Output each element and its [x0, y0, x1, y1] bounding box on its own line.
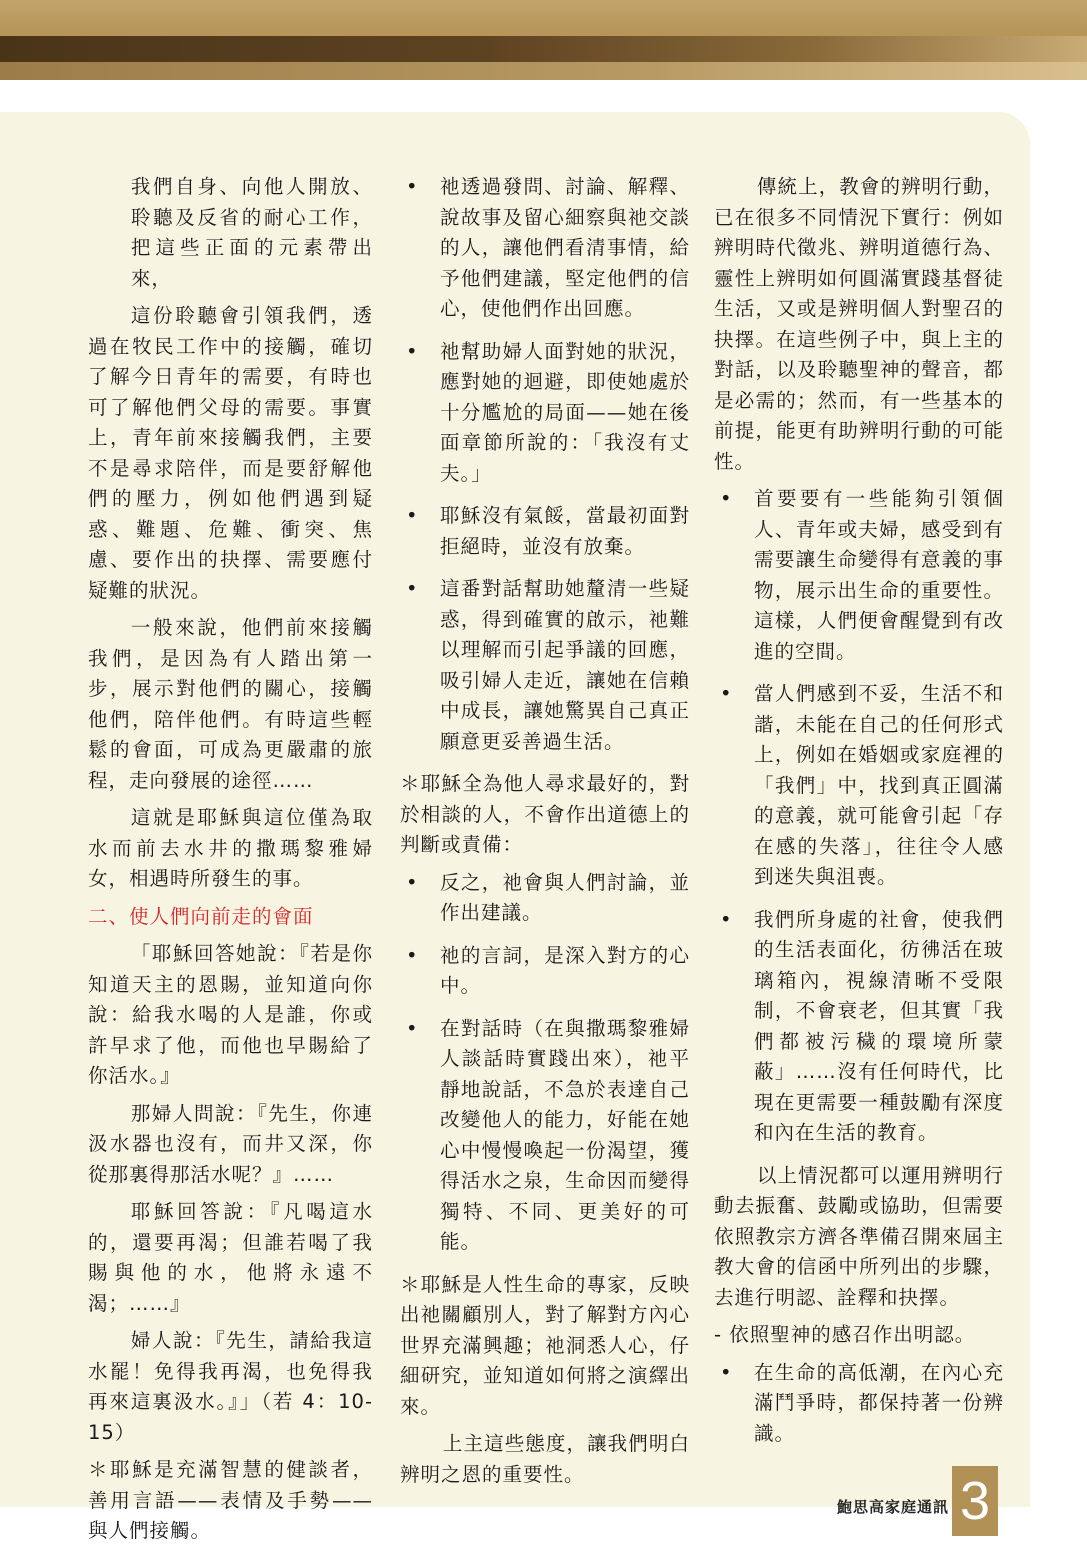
list-item: • 反之，祂會與人們討論，並作出建議。	[400, 868, 690, 929]
header-band	[0, 0, 1087, 80]
bullet-list	[714, 1358, 1004, 1450]
list-item: • 這番對話幫助她釐清一些疑惑，得到確實的啟示，祂難以理解而引起爭議的回應，吸引婦人走近，讓她在信賴中成長，讓她驚異自己真正願意更妥善過生活。	[400, 574, 690, 757]
column-3	[714, 172, 1004, 1461]
bullet-list	[714, 484, 1004, 1149]
column-1	[88, 172, 373, 1554]
paragraph: - 依照聖神的感召作出明認。	[714, 1323, 976, 1346]
paragraph: 上主這些態度，讓我們明白辨明之恩的重要性。	[400, 1432, 690, 1486]
paragraph: 我們自身、向他人開放、聆聽及反省的耐心工作，把這些正面的元素帶出來，	[130, 175, 373, 290]
header-band-lower-stripe	[0, 62, 1087, 80]
list-item: • 祂幫助婦人面對她的狀況，應對她的迴避，即使她處於十分尷尬的局面——她在後面章節所說的：「我沒有丈夫。」	[400, 337, 690, 490]
list-item: • 在生命的高低潮，在內心充滿鬥爭時，都保持著一份辨識。	[714, 1358, 1004, 1450]
publication-title: 鮑思高家庭通訊	[836, 1498, 949, 1516]
paragraph: 「耶穌回答她說：『若是你知道天主的恩賜，並知道向你說：給我水喝的人是誰，你或許早求了他，而他也早賜給了你活水。』	[88, 942, 373, 1087]
paragraph: 這份聆聽會引領我們，透過在牧民工作中的接觸，確切了解今日青年的需要，有時也可了解他們父母的需要。事實上，青年前來接觸我們，主要不是尋求陪伴，而是要舒解他們的壓力，例如他們遇到疑惑、難題、危難、衝突、焦慮、要作出的抉擇、需要應付疑難的狀況。	[88, 304, 373, 602]
paragraph: 傳統上，教會的辨明行動，已在很多不同情況下實行：例如辨明時代徵兆、辨明道德行為、靈性上辨明如何圓滿實踐基督徒生活，又或是辨明個人對聖召的抉擇。在這些例子中，與上主的對話，以及聆聽聖神的聲音，都是必需的；然而，有一些基本的前提，能更有助辨明行動的可能性。	[714, 175, 1004, 473]
list-item: • 祂透過發問、討論、解釋、說故事及留心細察與祂交談的人，讓他們看清事情，給予他們建議，堅定他們的信心，使他們作出回應。	[400, 172, 690, 325]
list-item: • 當人們感到不妥，生活不和諧，未能在自己的任何形式上，例如在婚姻或家庭裡的「我們」中，找到真正圓滿的意義，就可能會引起「存在感的失落」，往往令人感到迷失與沮喪。	[714, 679, 1004, 893]
header-band-dark-stripe	[0, 36, 1087, 62]
paragraph: 這就是耶穌與這位僅為取水而前去水井的撒瑪黎雅婦女，相遇時所發生的事。	[88, 806, 373, 890]
paragraph: ＊耶穌是充滿智慧的健談者，善用言語——表情及手勢——與人們接觸。	[88, 1458, 373, 1542]
column-2	[400, 172, 690, 1497]
list-item: • 耶穌沒有氣餒，當最初面對拒絕時，並沒有放棄。	[400, 501, 690, 562]
paragraph: 以上情況都可以運用辨明行動去振奮、鼓勵或協助，但需要依照教宗方濟各準備召開來屆主教大會的信函中所列出的步驟，去進行明認、詮釋和抉擇。	[714, 1163, 1004, 1309]
list-item: • 我們所身處的社會，使我們的生活表面化，彷彿活在玻璃箱內，視線清晰不受限制，不會衰老，但其實「我們都被污穢的環境所蒙蔽」……沒有任何時代，比現在更需要一種鼓勵有深度和內在生活的教育。	[714, 905, 1004, 1149]
paragraph: 那婦人問說：『先生，你連汲水器也沒有，而井又深，你從那裏得那活水呢？』……	[88, 1101, 373, 1186]
paragraph: 一般來說，他們前來接觸我們，是因為有人踏出第一步，展示對他們的關心，接觸他們，陪伴他們。有時這些輕鬆的會面，可成為更嚴肅的旅程，走向發展的途徑……	[88, 616, 373, 792]
section-heading: 二、使人們向前走的會面	[88, 904, 314, 928]
list-item: • 祂的言詞，是深入對方的心中。	[400, 941, 690, 1002]
paragraph: ＊耶穌全為他人尋求最好的，對於相談的人，不會作出道德上的判斷或責備：	[400, 772, 690, 856]
paragraph: 婦人說：『先生，請給我這水罷！免得我再渴，也免得我再來這裏汲水。』」（若 4：10-15）	[88, 1329, 373, 1444]
list-item: • 在對話時（在與撒瑪黎雅婦人談話時實踐出來），祂平靜地說話，不急於表達自己改變他人的能力，好能在她心中慢慢喚起一份渴望，獲得活水之泉，生命因而變得獨特、不同、更美好的可能。	[400, 1014, 690, 1258]
paragraph: ＊耶穌是人性生命的專家，反映出祂關顧別人，對了解對方內心世界充滿興趣；祂洞悉人心，仔細研究，並知道如何將之演繹出來。	[400, 1272, 690, 1418]
bullet-list	[400, 868, 690, 1258]
paragraph: 耶穌回答說：『凡喝這水的，還要再渴；但誰若喝了我賜與他的水，他將永遠不渴；……』	[88, 1200, 373, 1315]
bullet-list	[400, 172, 690, 757]
list-item: • 首要要有一些能夠引領個人、青年或夫婦，感受到有需要讓生命變得有意義的事物，展示出生命的重要性。這樣，人們便會醒覺到有改進的空間。	[714, 484, 1004, 667]
page-number: 3	[952, 1466, 998, 1536]
